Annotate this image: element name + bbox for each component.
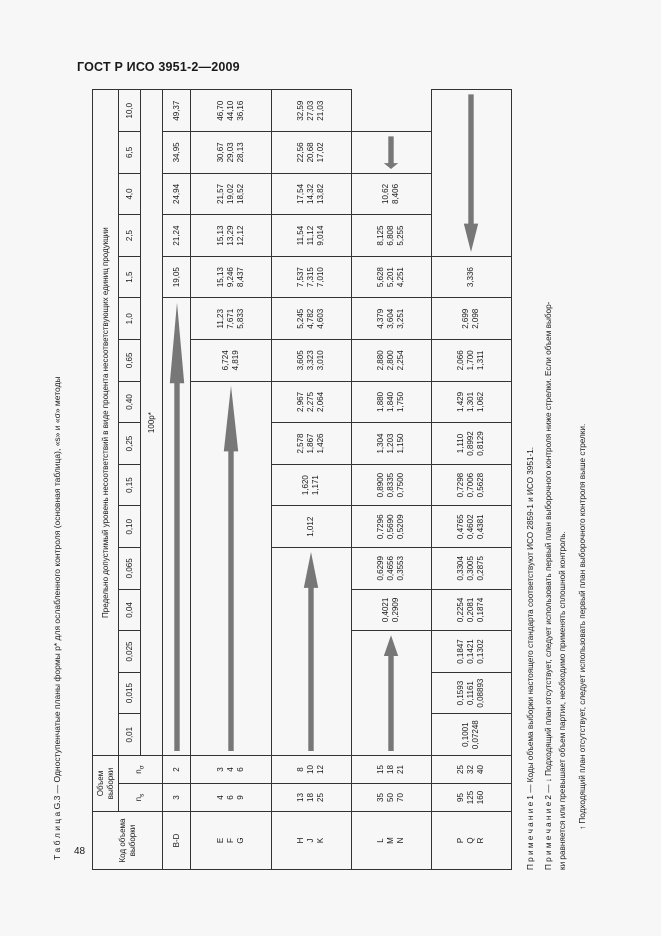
cell-value: 0,2875: [476, 556, 486, 581]
cell-value: 1,150: [396, 433, 406, 454]
cell-value: 160: [476, 790, 486, 805]
cell-value: 2,098: [471, 308, 481, 329]
cell-value: H: [296, 837, 306, 844]
cell-value: 20,68: [306, 142, 316, 163]
table-row: [191, 90, 271, 870]
cell-value: 9: [235, 795, 245, 800]
value-cell: [271, 256, 351, 298]
cell-value: 2,064: [316, 391, 326, 412]
cell-value: 49,37: [171, 100, 181, 121]
sample-code-cell: [431, 812, 511, 870]
arrow-up-icon: [382, 136, 400, 169]
arrow-down-icon: [302, 552, 320, 751]
cell-value: 10,62: [381, 183, 391, 204]
cell-value: 5,628: [376, 267, 386, 288]
cell-value: 2,066: [456, 350, 466, 371]
cell-value: L: [376, 838, 386, 843]
arrow-span: [351, 631, 431, 756]
table-row: [431, 90, 511, 870]
cell-value: 27,03: [306, 100, 316, 121]
cell-value: 0,6299: [376, 556, 386, 581]
cell-value: 3,604: [386, 308, 396, 329]
value-cell: [191, 298, 271, 340]
aql-header-cell: 1,0: [119, 298, 141, 340]
sample-code-cell: [163, 812, 191, 870]
aql-header-cell: 2,5: [119, 215, 141, 257]
cell-value: 22,56: [296, 142, 306, 163]
cell-value: 0,1161: [466, 681, 476, 706]
value-cell: [351, 173, 431, 215]
aql-header-cell: 0,065: [119, 548, 141, 590]
value-cell: [431, 256, 511, 298]
cell-value: 3,323: [306, 350, 316, 371]
value-cell: [351, 589, 431, 631]
sample-code-cell: [191, 812, 271, 870]
cell-value: 32,59: [296, 100, 306, 121]
cell-value: 0,3005: [466, 556, 476, 581]
value-cell: [351, 464, 431, 506]
value-cell: [191, 256, 271, 298]
cell-value: 3: [215, 767, 225, 772]
cell-value: 8,125: [376, 225, 386, 246]
value-cell: [431, 381, 511, 423]
cell-value: 4,782: [306, 308, 316, 329]
cell-value: 6,808: [386, 225, 396, 246]
cell-value: 21,03: [316, 100, 326, 121]
value-cell: [191, 215, 271, 257]
cell-value: 7,010: [316, 267, 326, 288]
cell-value: 0,5628: [476, 472, 486, 498]
value-cell: [271, 215, 351, 257]
cell-value: 11,23: [215, 309, 225, 329]
cell-value: 15,13: [215, 267, 225, 288]
cell-value: 46,70: [215, 100, 225, 121]
n-sigma-cell: [431, 755, 511, 783]
cell-value: 0,1421: [466, 639, 476, 664]
cell-value: 0,2909: [391, 597, 401, 623]
value-cell: [351, 298, 431, 340]
cell-value: 1,311: [476, 350, 486, 371]
cell-value: 14,32: [306, 183, 316, 204]
table-row: [271, 90, 351, 870]
value-cell: [271, 132, 351, 174]
cell-value: 0,2254: [456, 597, 466, 623]
cell-value: J: [306, 838, 316, 843]
value-cell: [351, 381, 431, 423]
cell-value: 25: [316, 793, 326, 802]
cell-value: E: [215, 837, 225, 844]
arrow-span: [163, 298, 191, 756]
cell-value: 4,251: [396, 267, 406, 288]
cell-value: 0,4602: [466, 514, 476, 539]
cell-value: 2,275: [306, 391, 316, 412]
cell-value: 21: [396, 765, 406, 774]
cell-value: 0,7298: [456, 472, 466, 498]
cell-value: 18: [386, 765, 396, 774]
value-cell: [191, 340, 271, 382]
cell-value: 4,819: [230, 350, 240, 371]
value-cell: [351, 215, 431, 257]
arrow-span: [431, 90, 511, 257]
aql-header-cell: 0,40: [119, 381, 141, 423]
cell-value: 0,8900: [376, 472, 386, 498]
cell-value: N: [396, 837, 406, 844]
cell-value: 0,1001: [461, 722, 471, 747]
cell-value: M: [386, 837, 396, 844]
n-sigma-cell: [163, 755, 191, 783]
arrow-up-icon: [462, 94, 480, 252]
arrow-down-icon: [222, 386, 240, 751]
cell-value: 0,4021: [381, 597, 391, 623]
cell-value: 0,1302: [476, 639, 486, 664]
cell-value: 4: [225, 767, 235, 772]
cell-value: 1,620: [301, 475, 311, 496]
cell-value: 0,1593: [456, 680, 466, 706]
cell-value: 18,52: [235, 183, 245, 204]
cell-value: P: [456, 837, 466, 844]
cell-value: 1,304: [376, 433, 386, 454]
cell-value: 6,724: [220, 350, 230, 371]
value-cell: [271, 298, 351, 340]
cell-value: 13,29: [225, 225, 235, 246]
n-sigma-cell: [271, 755, 351, 783]
aql-header-cell: 0,015: [119, 672, 141, 714]
value-cell: [163, 90, 191, 132]
note-3: ↑ Подходящий план отсутствует, следует использовать первый план выборочного контроля выше стрелки.: [578, 423, 587, 830]
cell-value: 1,429: [456, 391, 466, 412]
cell-value: 2,699: [461, 308, 471, 329]
cell-value: 21,24: [171, 225, 181, 246]
cell-value: F: [225, 838, 235, 843]
value-cell: [271, 381, 351, 423]
value-cell: [431, 589, 511, 631]
cell-value: 0,8129: [476, 431, 486, 456]
cell-value: 1,110: [456, 433, 466, 454]
cell-value: 7,537: [296, 267, 306, 288]
value-cell: [191, 173, 271, 215]
header-limit: Предельно допустимый уровень несоответствий в виде процента несоответствующих единиц продукции: [93, 90, 119, 756]
value-cell: [163, 256, 191, 298]
cell-value: 18: [306, 793, 316, 802]
cell-value: B-D: [171, 833, 181, 848]
value-cell: [431, 672, 511, 714]
value-cell: [271, 90, 351, 132]
value-cell: [431, 548, 511, 590]
note-2: П р и м е ч а н и е 2 — ↓ Подходящий план отсутствует, следует использовать первый план выборочного контроля ниже стрелки. Если объем выбор-: [544, 301, 553, 870]
cell-value: 0,4656: [386, 556, 396, 581]
cell-value: 0,7296: [376, 514, 386, 539]
cell-value: 0,5690: [386, 514, 396, 539]
value-cell: [431, 714, 511, 756]
table-row: [351, 90, 431, 870]
n-sigma-cell: [351, 755, 431, 783]
aql-header-cell: 0,10: [119, 506, 141, 548]
header-factor: 100p*: [141, 90, 163, 756]
cell-value: 70: [396, 793, 406, 802]
cell-value: 12,12: [235, 225, 245, 246]
cell-value: 1,880: [376, 391, 386, 412]
value-cell: [431, 423, 511, 465]
value-cell: [163, 173, 191, 215]
cell-value: 0,7500: [396, 472, 406, 498]
cell-value: 10: [306, 765, 316, 774]
n-s-cell: [163, 784, 191, 812]
aql-header-cell: 6,5: [119, 132, 141, 174]
rotated-table-block: [48, 90, 608, 870]
cell-value: 0,7006: [466, 472, 476, 498]
sample-code-cell: [271, 812, 351, 870]
table-row: [163, 90, 191, 870]
value-cell: [431, 464, 511, 506]
cell-value: 7,315: [306, 267, 316, 288]
document-header: ГОСТ Р ИСО 3951-2—2009: [77, 60, 240, 74]
value-cell: [271, 506, 351, 548]
cell-value: 3,605: [296, 350, 306, 371]
cell-value: 50: [386, 793, 396, 802]
cell-value: 4,603: [316, 308, 326, 329]
cell-value: 30,67: [215, 142, 225, 163]
cell-value: 2: [171, 767, 181, 772]
n-s-cell: [431, 784, 511, 812]
cell-value: 1,750: [396, 391, 406, 412]
aql-header-cell: 0,04: [119, 589, 141, 631]
cell-value: 15,13: [215, 225, 225, 246]
cell-value: 0,8992: [466, 431, 476, 456]
cell-value: 0,1847: [456, 639, 466, 664]
table-caption: Т а б л и ц а G.3 — Одноступенчатые планы формы p* для ослабленного контроля (основная таблица), «s» и «σ» методы: [52, 376, 62, 860]
value-cell: [431, 506, 511, 548]
cell-value: Q: [466, 837, 476, 844]
aql-header-cell: 0,65: [119, 340, 141, 382]
value-cell: [191, 132, 271, 174]
cell-value: 1,203: [386, 433, 396, 454]
aql-header-cell: 0,025: [119, 631, 141, 673]
cell-value: 3: [171, 795, 181, 800]
cell-value: 5,255: [396, 225, 406, 246]
aql-header-cell: 0,15: [119, 464, 141, 506]
cell-value: 0,1874: [476, 597, 486, 623]
n-s-cell: [271, 784, 351, 812]
cell-value: 9,246: [225, 267, 235, 288]
cell-value: 2,880: [376, 350, 386, 371]
cell-value: 2,800: [386, 350, 396, 371]
value-cell: [271, 340, 351, 382]
cell-value: 0,8335: [386, 472, 396, 498]
cell-value: 40: [476, 765, 486, 774]
value-cell: [351, 256, 431, 298]
value-cell: [351, 548, 431, 590]
aql-header-cell: 10,0: [119, 90, 141, 132]
arrow-span: [191, 381, 271, 755]
cell-value: 0,5209: [396, 514, 406, 539]
cell-value: 44,10: [225, 100, 235, 121]
cell-value: 7,671: [225, 308, 235, 329]
header-sample-code: Код объема выборки: [93, 812, 163, 870]
n-sigma-cell: [191, 755, 271, 783]
cell-value: 3,251: [396, 308, 406, 329]
cell-value: 1,301: [466, 391, 476, 412]
cell-value: 24,94: [171, 183, 181, 204]
value-cell: [163, 215, 191, 257]
cell-value: 0,3553: [396, 556, 406, 581]
cell-value: 32: [466, 765, 476, 774]
page-number: 48: [74, 846, 86, 857]
cell-value: 0,4381: [476, 514, 486, 539]
arrow-down-icon: [168, 302, 186, 751]
cell-value: K: [316, 837, 326, 844]
cell-value: 2,254: [396, 350, 406, 371]
header-n-s: $n_s$: [119, 784, 163, 812]
cell-value: 17,02: [316, 142, 326, 163]
cell-value: 34,95: [171, 142, 181, 163]
note-1: П р и м е ч а н и е 1 — Коды объема выборки настоящего стандарта соответствуют ИСО 2859-1 и ИСО 3951-1.: [526, 446, 535, 870]
cell-value: 15: [376, 765, 386, 774]
cell-value: 0,4765: [456, 514, 466, 539]
cell-value: G: [235, 837, 245, 844]
cell-value: 4: [215, 795, 225, 800]
cell-value: 35: [376, 793, 386, 802]
n-s-cell: [191, 784, 271, 812]
cell-value: 3,336: [466, 267, 476, 288]
cell-value: R: [476, 837, 486, 844]
value-cell: [351, 506, 431, 548]
cell-value: 19,02: [225, 183, 235, 204]
cell-value: 1,867: [306, 433, 316, 454]
value-cell: [351, 340, 431, 382]
value-cell: [431, 298, 511, 340]
cell-value: 19,05: [171, 267, 181, 288]
cell-value: 36,16: [235, 100, 245, 121]
cell-value: 21,57: [215, 183, 225, 204]
cell-value: 13: [296, 793, 306, 802]
header-sample-size: Объем выборки: [93, 755, 119, 811]
cell-value: 25: [456, 765, 466, 774]
cell-value: 17,54: [296, 183, 306, 204]
cell-value: 0,07248: [471, 720, 481, 750]
cell-value: 4,379: [376, 308, 386, 329]
cell-value: 5,201: [386, 267, 396, 288]
cell-value: 2,578: [296, 433, 306, 454]
value-cell: [163, 132, 191, 174]
header-n-sigma: $n_\sigma$: [119, 755, 163, 783]
arrow-down-icon: [382, 635, 400, 751]
aql-header-cell: 1,5: [119, 256, 141, 298]
cell-value: 1,426: [316, 433, 326, 454]
sampling-plan-table: [92, 89, 512, 870]
arrow-span: [351, 132, 431, 174]
cell-value: 95: [456, 793, 466, 802]
cell-value: 12: [316, 765, 326, 774]
value-cell: [431, 631, 511, 673]
value-cell: [191, 90, 271, 132]
cell-value: 125: [466, 790, 476, 805]
aql-header-cell: 0,25: [119, 423, 141, 465]
cell-value: 11,54: [296, 225, 306, 246]
cell-value: 3,010: [316, 350, 326, 371]
value-cell: [271, 173, 351, 215]
n-s-cell: [351, 784, 431, 812]
cell-value: 28,13: [235, 142, 245, 163]
value-cell: [271, 423, 351, 465]
cell-value: 0,3304: [456, 556, 466, 581]
cell-value: 1,012: [306, 516, 316, 537]
cell-value: 8: [296, 767, 306, 772]
sample-code-cell: [351, 812, 431, 870]
cell-value: 0,08893: [476, 678, 486, 708]
cell-value: 9,014: [316, 225, 326, 246]
cell-value: 6: [235, 767, 245, 772]
arrow-span: [271, 548, 351, 756]
cell-value: 8,437: [235, 267, 245, 288]
cell-value: 8,406: [391, 183, 401, 204]
cell-value: 29,03: [225, 142, 235, 163]
note-2-cont: ки равняется или превышает объем партии, необходимо применять сплошной контроль.: [558, 531, 567, 870]
cell-value: 13,82: [316, 183, 326, 204]
aql-header-cell: 0,01: [119, 714, 141, 756]
value-cell: [271, 464, 351, 506]
cell-value: 5,833: [235, 308, 245, 329]
aql-header-cell: 4,0: [119, 173, 141, 215]
cell-value: 1,171: [311, 475, 321, 496]
cell-value: 1,062: [476, 391, 486, 412]
value-cell: [431, 340, 511, 382]
cell-value: 5,245: [296, 308, 306, 329]
cell-value: 2,967: [296, 391, 306, 412]
cell-value: 1,700: [466, 350, 476, 371]
value-cell: [351, 423, 431, 465]
cell-value: 1,840: [386, 391, 396, 412]
cell-value: 11,12: [306, 225, 316, 246]
cell-value: 0,2081: [466, 597, 476, 623]
cell-value: 6: [225, 795, 235, 800]
